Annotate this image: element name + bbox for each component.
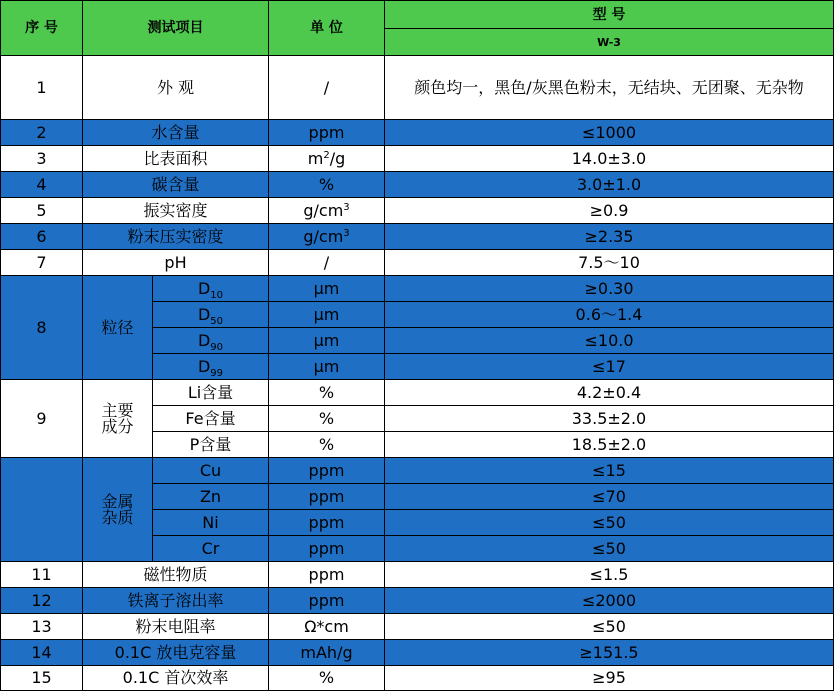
row-unit: ppm — [269, 588, 385, 614]
row-unit: mAh/g — [269, 640, 385, 666]
table-row — [1, 588, 834, 614]
row-item: 外 观 — [83, 56, 269, 120]
row-subitem — [153, 276, 269, 302]
subscript: 50 — [210, 315, 224, 327]
table-row — [1, 380, 834, 406]
row-value: ≤50 — [385, 536, 834, 562]
row-unit: ppm — [269, 536, 385, 562]
row-unit — [269, 224, 385, 250]
row-unit: μm — [269, 354, 385, 380]
row-subitem: P含量 — [153, 432, 269, 458]
unit-tail: /g — [329, 148, 346, 168]
row-unit: ppm — [269, 458, 385, 484]
row-unit — [269, 146, 385, 172]
row-unit: / — [269, 250, 385, 276]
row-unit: ppm — [269, 562, 385, 588]
unit-base: m — [307, 148, 324, 168]
row-unit — [269, 198, 385, 224]
row-value: 颜色均一，黑色/灰黑色粉末，无结块、无团聚、无杂物 — [385, 56, 834, 120]
row-item: 碳含量 — [83, 172, 269, 198]
row-unit: ppm — [269, 510, 385, 536]
table-row — [1, 120, 834, 146]
row-value: ≤17 — [385, 354, 834, 380]
symbol: D — [197, 356, 211, 376]
row-unit: / — [269, 56, 385, 120]
row-value: ≤50 — [385, 614, 834, 640]
row-number: 13 — [1, 614, 83, 640]
row-value: ≥2.35 — [385, 224, 834, 250]
row-value: 7.5～10 — [385, 250, 834, 276]
row-subitem — [153, 302, 269, 328]
row-item: 水含量 — [83, 120, 269, 146]
header-unit: 单 位 — [269, 1, 385, 56]
row-group-name — [83, 458, 153, 562]
header-seq: 序 号 — [1, 1, 83, 56]
header-row — [1, 1, 834, 29]
row-group-name — [83, 380, 153, 458]
row-item: 粉末电阻率 — [83, 614, 269, 640]
header-model-label: 型 号 — [385, 1, 834, 29]
row-unit: % — [269, 432, 385, 458]
row-number: 4 — [1, 172, 83, 198]
table-row — [1, 276, 834, 302]
row-subitem: Ni — [153, 510, 269, 536]
group-line: 成分 — [101, 416, 134, 436]
row-subitem — [153, 354, 269, 380]
row-value: ≤2000 — [385, 588, 834, 614]
row-subitem: Fe含量 — [153, 406, 269, 432]
row-unit: μm — [269, 302, 385, 328]
table-row — [1, 146, 834, 172]
unit-sup: 3 — [343, 201, 350, 213]
table-row — [1, 172, 834, 198]
row-number: 1 — [1, 56, 83, 120]
row-number: 9 — [1, 380, 83, 458]
unit-sup: 2 — [323, 149, 330, 161]
row-number: 15 — [1, 666, 83, 691]
row-unit: ppm — [269, 120, 385, 146]
table-row — [1, 56, 834, 120]
row-item: 0.1C 首次效率 — [83, 666, 269, 691]
row-item: 振实密度 — [83, 198, 269, 224]
row-item: 磁性物质 — [83, 562, 269, 588]
row-value: 18.5±2.0 — [385, 432, 834, 458]
row-number: 7 — [1, 250, 83, 276]
row-subitem — [153, 328, 269, 354]
row-item: 0.1C 放电克容量 — [83, 640, 269, 666]
row-number: 5 — [1, 198, 83, 224]
row-item: 粉末压实密度 — [83, 224, 269, 250]
table-row — [1, 666, 834, 691]
row-value: 0.6～1.4 — [385, 302, 834, 328]
unit-sup: 3 — [343, 227, 350, 239]
row-value: 33.5±2.0 — [385, 406, 834, 432]
row-item: 比表面积 — [83, 146, 269, 172]
row-unit: % — [269, 380, 385, 406]
row-subitem: Zn — [153, 484, 269, 510]
row-value: ≤50 — [385, 510, 834, 536]
row-unit: % — [269, 666, 385, 691]
row-unit: % — [269, 172, 385, 198]
subscript: 10 — [210, 289, 224, 301]
unit-base: g/cm — [303, 226, 344, 246]
row-unit: % — [269, 406, 385, 432]
row-item: 铁离子溶出率 — [83, 588, 269, 614]
table-row — [1, 562, 834, 588]
row-value: ≤70 — [385, 484, 834, 510]
row-value: 14.0±3.0 — [385, 146, 834, 172]
unit-base: g/cm — [303, 200, 344, 220]
group-line: 杂质 — [101, 507, 134, 527]
row-value: ≤1000 — [385, 120, 834, 146]
row-value: ≤10.0 — [385, 328, 834, 354]
row-subitem: Li含量 — [153, 380, 269, 406]
symbol: D — [197, 278, 211, 298]
row-item: pH — [83, 250, 269, 276]
row-unit: ppm — [269, 484, 385, 510]
group-line: 主要 — [101, 400, 134, 420]
row-number: 11 — [1, 562, 83, 588]
row-value: ≥95 — [385, 666, 834, 691]
subscript: 90 — [210, 341, 224, 353]
row-value: ≤1.5 — [385, 562, 834, 588]
row-number: 3 — [1, 146, 83, 172]
table-row — [1, 458, 834, 484]
row-number: 14 — [1, 640, 83, 666]
row-subitem: Cr — [153, 536, 269, 562]
row-unit: μm — [269, 276, 385, 302]
row-value: 3.0±1.0 — [385, 172, 834, 198]
row-value: 4.2±0.4 — [385, 380, 834, 406]
table-row — [1, 224, 834, 250]
row-subitem: Cu — [153, 458, 269, 484]
row-group-name: 粒径 — [83, 276, 153, 380]
row-number: 6 — [1, 224, 83, 250]
row-unit: Ω*cm — [269, 614, 385, 640]
row-value: ≥0.9 — [385, 198, 834, 224]
row-unit: μm — [269, 328, 385, 354]
table-row — [1, 250, 834, 276]
table-row — [1, 198, 834, 224]
table-row — [1, 640, 834, 666]
table-row — [1, 614, 834, 640]
symbol: D — [197, 304, 211, 324]
subscript: 99 — [210, 367, 224, 379]
row-value: ≥151.5 — [385, 640, 834, 666]
row-number — [1, 458, 83, 562]
symbol: D — [197, 330, 211, 350]
row-value: ≤15 — [385, 458, 834, 484]
row-number: 8 — [1, 276, 83, 380]
row-number: 12 — [1, 588, 83, 614]
header-model-value: W-3 — [385, 29, 834, 56]
row-value: ≥0.30 — [385, 276, 834, 302]
row-number: 2 — [1, 120, 83, 146]
header-item: 测试项目 — [83, 1, 269, 56]
group-line: 金属 — [101, 491, 134, 511]
